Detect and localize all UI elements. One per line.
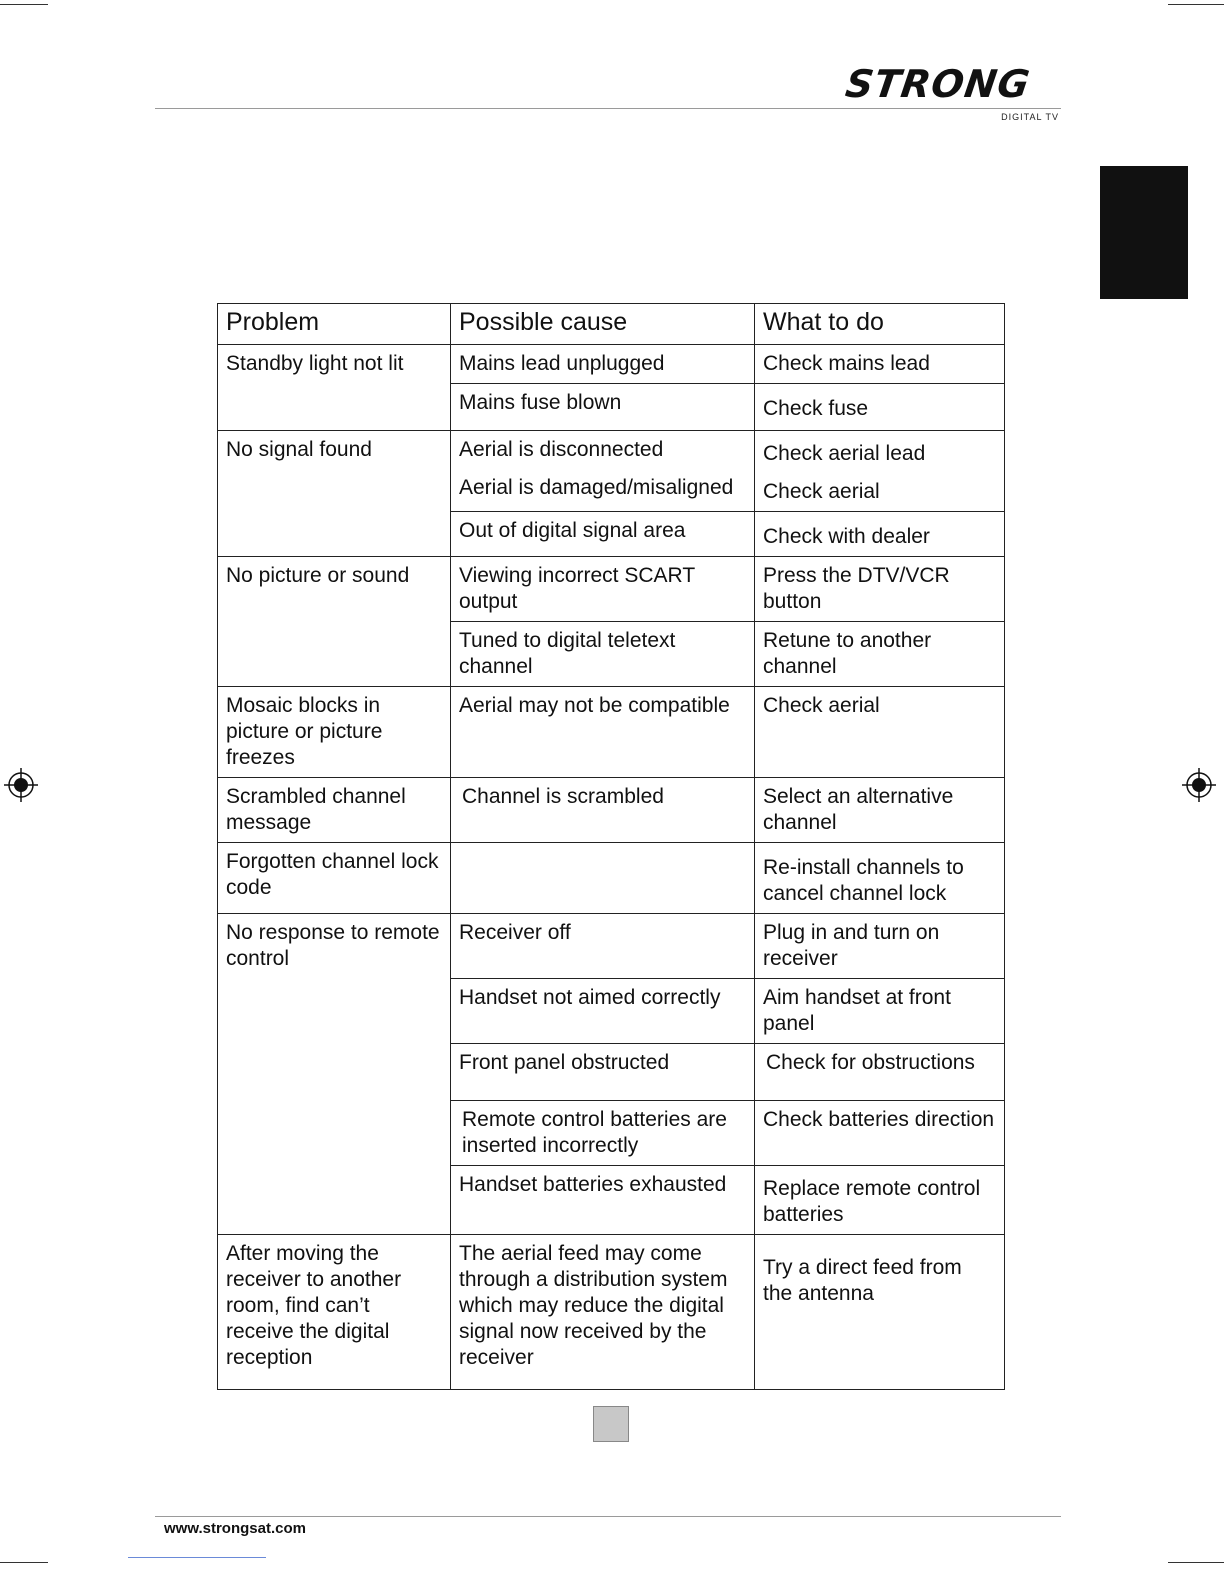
footer-link-underline xyxy=(128,1557,266,1558)
problem-cell: No response to remote control xyxy=(218,914,451,1235)
action-cell: Check batteries direction xyxy=(755,1101,1005,1166)
table-row xyxy=(218,687,1005,778)
cause-cell: The aerial feed may come through a distribution system which may reduce the digital signal now received by the receiver xyxy=(451,1235,755,1390)
cause-cell: Out of digital signal area xyxy=(451,512,755,557)
problem-cell: After moving the receiver to another room, find can’t receive the digital reception xyxy=(218,1235,451,1390)
brand-logo xyxy=(842,62,1061,126)
cause-cell: Front panel obstructed xyxy=(451,1044,755,1101)
table-row xyxy=(218,431,1005,512)
action-cell: Check fuse xyxy=(755,384,1005,431)
table-row xyxy=(218,778,1005,843)
column-header-cause: Possible cause xyxy=(451,304,755,345)
problem-cell: No picture or sound xyxy=(218,557,451,687)
cause-cell: Mains lead unplugged xyxy=(451,345,755,384)
cause-cell: Viewing incorrect SCART output xyxy=(451,557,755,622)
action-cell: Aim handset at front panel xyxy=(755,979,1005,1044)
problem-cell: Scrambled channel message xyxy=(218,778,451,843)
crop-mark-top-left xyxy=(0,4,48,5)
cause-cell: Remote control batteries are inserted incorrectly xyxy=(451,1101,755,1166)
action-cell: Plug in and turn on receiver xyxy=(755,914,1005,979)
action-cell: Try a direct feed from the antenna xyxy=(755,1235,1005,1390)
cause-cell: Aerial may not be compatible xyxy=(451,687,755,778)
cause-cell: Tuned to digital teletext channel xyxy=(451,622,755,687)
action-line: Check aerial xyxy=(763,480,880,503)
page-number-box xyxy=(593,1406,629,1442)
action-cell: Re-install channels to cancel channel lock xyxy=(755,843,1005,914)
action-cell: Check mains lead xyxy=(755,345,1005,384)
footer-url: www.strongsat.com xyxy=(164,1520,306,1537)
problem-cell: Forgotten channel lock code xyxy=(218,843,451,914)
action-cell: Press the DTV/VCR button xyxy=(755,557,1005,622)
troubleshooting-table xyxy=(217,303,1005,1390)
cause-cell xyxy=(451,843,755,914)
column-header-problem: Problem xyxy=(218,304,451,345)
column-header-action: What to do xyxy=(755,304,1005,345)
section-tab xyxy=(1100,166,1188,299)
cause-cell: Receiver off xyxy=(451,914,755,979)
problem-cell: No signal found xyxy=(218,431,451,557)
action-cell: Retune to another channel xyxy=(755,622,1005,687)
action-line: Check aerial lead xyxy=(763,442,926,465)
action-cell: Check aerial xyxy=(755,687,1005,778)
table-row xyxy=(218,345,1005,384)
crop-mark-top-right xyxy=(1168,4,1224,5)
table-row xyxy=(218,557,1005,622)
crop-mark-bottom-right xyxy=(1168,1562,1224,1563)
table-header-row xyxy=(218,304,1005,345)
cause-cell: Handset batteries exhausted xyxy=(451,1166,755,1235)
table-row xyxy=(218,1235,1005,1390)
action-cell: Check for obstructions xyxy=(755,1044,1005,1101)
action-cell: Select an alternative channel xyxy=(755,778,1005,843)
cause-line: Aerial is disconnected xyxy=(459,438,664,461)
table-row xyxy=(218,843,1005,914)
action-cell: Replace remote control batteries xyxy=(755,1166,1005,1235)
registration-mark-icon xyxy=(4,768,38,802)
footer-rule xyxy=(155,1516,1061,1517)
brand-name: STRONG xyxy=(842,62,1033,106)
brand-tagline: DIGITAL TV xyxy=(1001,112,1059,122)
cause-cell: Mains fuse blown xyxy=(451,384,755,431)
cause-cell xyxy=(451,431,755,512)
table-row xyxy=(218,914,1005,979)
problem-cell: Standby light not lit xyxy=(218,345,451,431)
cause-cell: Handset not aimed correctly xyxy=(451,979,755,1044)
crop-mark-bottom-left xyxy=(0,1562,48,1563)
action-cell: Check with dealer xyxy=(755,512,1005,557)
registration-mark-icon xyxy=(1182,768,1216,802)
action-cell xyxy=(755,431,1005,512)
problem-cell: Mosaic blocks in picture or picture freezes xyxy=(218,687,451,778)
cause-cell: Channel is scrambled xyxy=(451,778,755,843)
cause-line: Aerial is damaged/misaligned xyxy=(459,476,734,499)
